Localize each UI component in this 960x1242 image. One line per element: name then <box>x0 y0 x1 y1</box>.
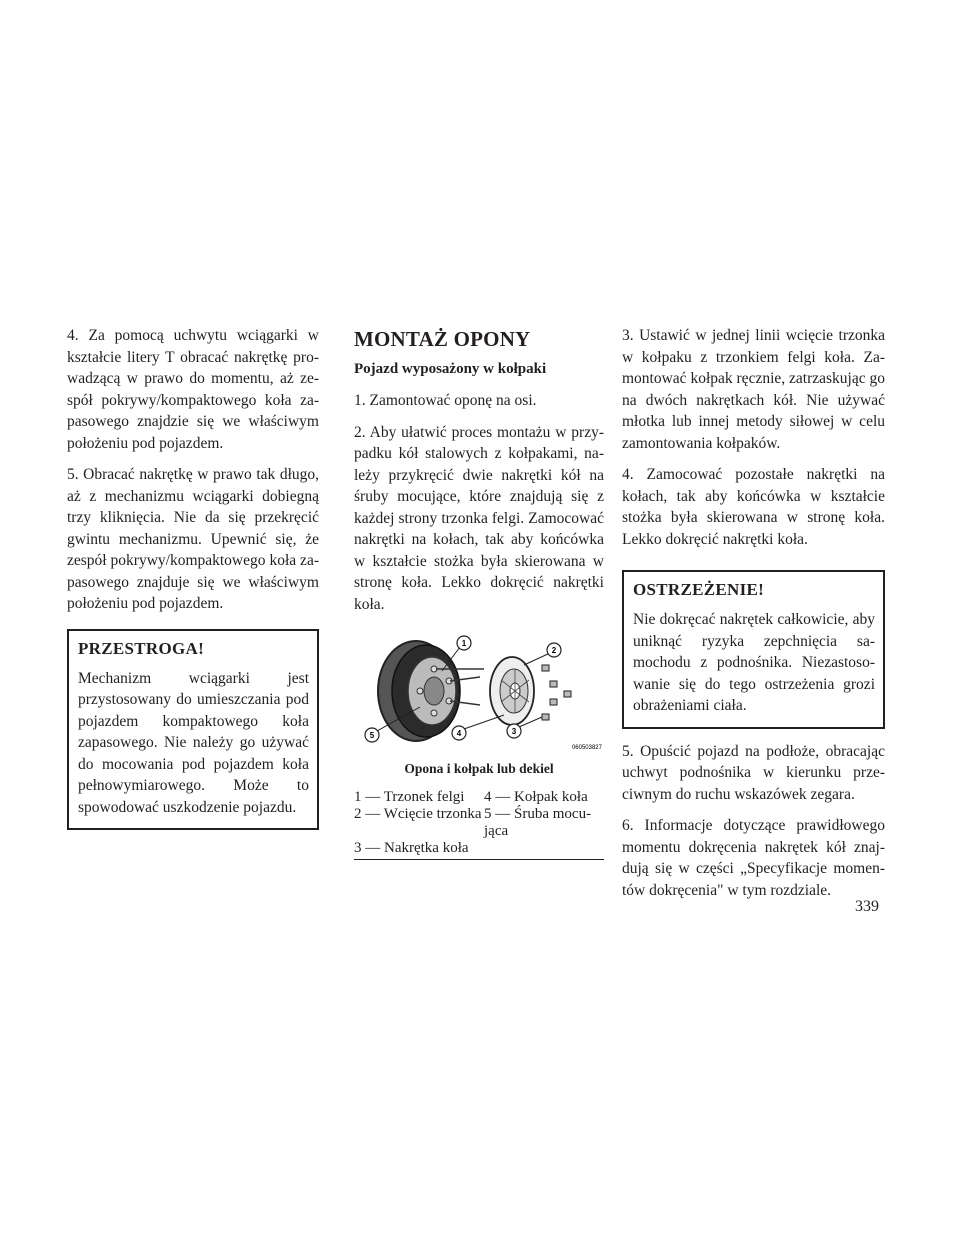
right-column <box>622 325 885 911</box>
caution-text: Mechanizm wciągarki jest przystosowany do umieszczania pod pojazdem kompaktowego koła zapasowego. Nie należy go używać do mocowania pod pojazdem koła pełnowymiarowego. Może to spowodować uszkodzenie pojazdu. <box>78 669 309 816</box>
caution-box <box>67 629 319 831</box>
page-number: 339 <box>855 898 879 915</box>
legend-item-5: 5 — Śruba mocująca <box>484 806 592 839</box>
callout-1: 1 <box>461 639 467 648</box>
step-5-paragraph: 5. Obracać nakrętkę w prawo tak długo, aż z mechanizmu wciągarki dobiegną trzy kliknięcia. Nie da się przekręcić gwintu mechanizmu. Upewnić się, że zespół pokrywy/kompaktowego koła zapasowego znajduje się we właściwym położeniu pod pojazdem. <box>67 466 319 612</box>
step-3-paragraph: 3. Ustawić w jednej linii wcięcie trzonka w kołpaku z trzonkiem felgi koła. Zamontować kołpak ręcznie, zatrzaskując go na dwóch nakrętkach kół. Nie używać młotka lub innej metody siłowej w celu zamontowania kołpaków. <box>622 327 885 452</box>
callout-3: 3 <box>511 727 517 736</box>
legend-item-2: 2 — Wcięcie trzonka <box>354 806 482 822</box>
left-column <box>67 325 319 830</box>
legend-item-4: 4 — Kołpak koła <box>484 789 588 805</box>
legend-item-1: 1 — Trzonek felgi <box>354 789 465 805</box>
section-heading: MONTAŻ OPONY <box>354 327 531 351</box>
step-6-paragraph: 6. Informacje dotyczące prawidłowego momentu dokręcenia nakrętek kół znajdują się w części „Specyfikacje momentów dokręcenia" w tym rozdziale. <box>622 817 885 899</box>
step-1-paragraph: 1. Zamontować oponę na osi. <box>354 392 537 409</box>
legend-item-3: 3 — Nakrętka koła <box>354 840 469 856</box>
step-5b-paragraph: 5. Opuścić pojazd na podłoże, obracając uchwyt podnośnika w kierunku przeciwnym do ruchu wskazówek zegara. <box>622 742 885 803</box>
tire-hubcap-illustration <box>354 625 604 755</box>
warning-title: OSTRZEŻENIE! <box>633 580 765 599</box>
figure-code: 060503827 <box>571 745 602 751</box>
step-4b-paragraph: 4. Zamocować pozostałe nakrętki na kołach, tak aby końcówka w kształcie stożka była skierowana w stronę koła. Lekko dokręcić nakrętki koła. <box>622 466 885 548</box>
callout-2: 2 <box>551 646 557 655</box>
warning-text: Nie dokręcać nakrętek całkowicie, aby uniknąć ryzyka zepchnięcia samochodu z podnośnika. Niezastosowanie się do tego ostrzeżenia grozi obrażeniami ciała. <box>633 611 875 714</box>
middle-column <box>354 325 604 860</box>
figure-caption: Opona i kołpak lub dekiel <box>404 761 554 776</box>
step-4-paragraph: 4. Za pomocą uchwytu wciągarki w kształcie litery T obracać nakrętkę prowadzącą w prawo do momentu, aż zespół pokrywy/kompaktowego koła zapasowego znajdzie się we właściwym położeniu pod pojazdem. <box>67 327 319 452</box>
caution-title: PRZESTROGA! <box>78 638 205 658</box>
subheading: Pojazd wyposażony w kołpaki <box>354 361 547 377</box>
warning-box <box>622 570 885 729</box>
callout-4: 4 <box>456 729 462 738</box>
step-2-paragraph: 2. Aby ułatwić proces montażu w przypadku kół stalowych z kołpakami, należy przykręcić dwie nakrętki kół na śruby mocujące, które znajdują się z każdej strony trzonka felgi. Zamocować nakrętki na kołach, tak aby końcówka w kształcie stożka była skierowana w stronę koła. Lekko dokręcić nakrętki koła. <box>354 423 604 613</box>
figure-legend <box>354 789 604 860</box>
tire-hubcap-figure <box>354 625 604 755</box>
callout-5: 5 <box>369 731 375 740</box>
legend-empty-cell <box>484 840 604 857</box>
